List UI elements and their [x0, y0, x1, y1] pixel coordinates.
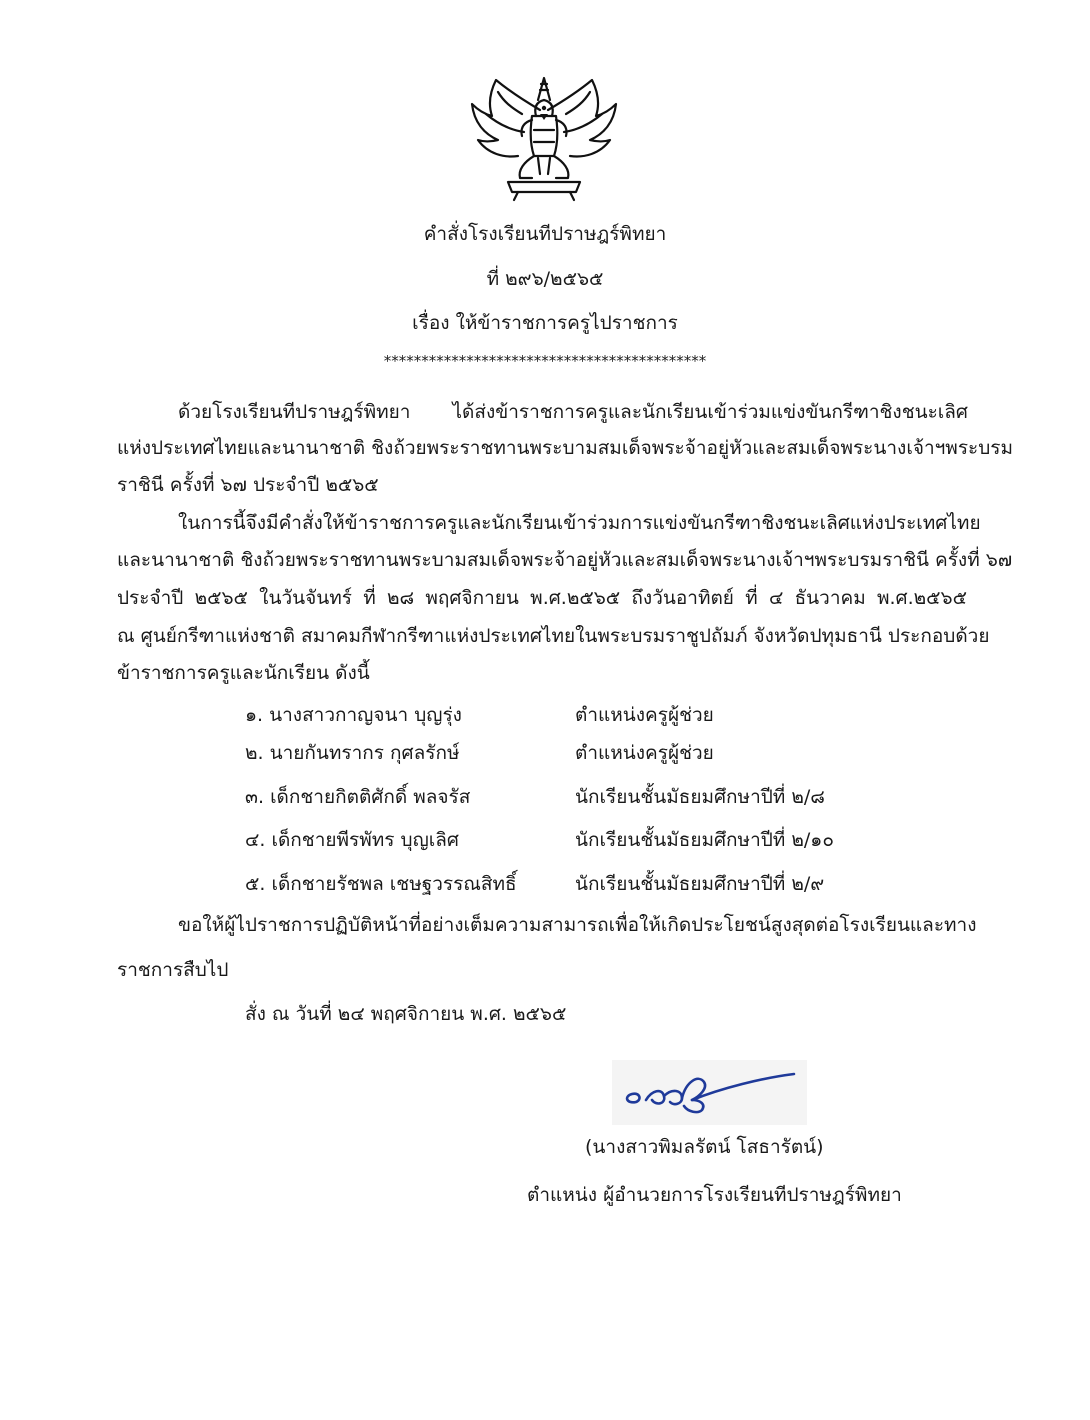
signature-image: [612, 1060, 807, 1125]
order-title: คำสั่งโรงเรียนทีปราษฎร์พิทยา: [423, 223, 667, 245]
member-name: ๓. เด็กชายกิตติศักดิ์ พลจรัส: [245, 786, 471, 808]
list-item: [245, 700, 865, 730]
paragraph-2-line-2: และนานาชาติ ชิงถ้วยพระราชทานพระบามสมเด็จพระจ้าอยู่หัวและสมเด็จพระนางเจ้าฯพระบรมราชินี ครั้งที่ ๖๗: [117, 549, 1013, 571]
order-subject: เรื่อง ให้ข้าราชการครูไปราชการ: [412, 312, 678, 334]
member-name: ๕. เด็กชายรัชพล เชษฐวรรณสิทธิ์: [245, 873, 517, 895]
member-name: ๑. นางสาวกาญจนา บุญรุ่ง: [245, 704, 462, 726]
member-role: นักเรียนชั้นมัธยมศึกษาปีที่ ๒/๘: [575, 786, 825, 808]
member-role: ตำแหน่งครูผู้ช่วย: [575, 742, 714, 764]
paragraph-3-line-2: ราชการสืบไป: [117, 959, 229, 981]
paragraph-2-line-3: ประจำปี ๒๕๖๕ ในวันจันทร์ ที่ ๒๘ พฤศจิกายน พ.ศ.๒๕๖๕ ถึงวันอาทิตย์ ที่ ๔ ธันวาคม พ.ศ.๒๕๖๕: [117, 587, 967, 609]
order-date: สั่ง ณ วันที่ ๒๔ พฤศจิกายน พ.ศ. ๒๕๖๕: [245, 1003, 567, 1025]
paragraph-2-line-1: ในการนี้จึงมีคำสั่งให้ข้าราชการครูและนักเรียนเข้าร่วมการแข่งขันกรีฑาชิงชนะเลิศแห่งประเทศไทย: [178, 512, 981, 534]
member-name: ๒. นายกันทรากร กุศลรักษ์: [245, 742, 460, 764]
paragraph-2-line-4: ณ ศูนย์กรีฑาแห่งชาติ สมาคมกีฬากรีฑาแห่งประเทศไทยในพระบรมราชูปถัมภ์ จังหวัดปทุมธานี ประกอบด้วย: [117, 625, 990, 647]
list-item: [245, 782, 865, 812]
paragraph-1-line-2: แห่งประเทศไทยและนานาชาติ ชิงถ้วยพระราชทานพระบามสมเด็จพระจ้าอยู่หัวและสมเด็จพระนางเจ้าฯพระบรม: [117, 437, 1014, 459]
paragraph-3-line-1: ขอให้ผู้ไปราชการปฏิบัติหน้าที่อย่างเต็มความสามารถเพื่อให้เกิดประโยชน์สูงสุดต่อโรงเรียนและทาง: [178, 914, 977, 936]
paragraph-1-line-3: ราชินี ครั้งที่ ๖๗ ประจำปี ๒๕๖๕: [117, 474, 379, 496]
list-item: [245, 738, 865, 768]
order-number: ที่ ๒๙๖/๒๕๖๕: [486, 268, 604, 290]
list-item: [245, 825, 865, 855]
signer-title: ตำแหน่ง ผู้อำนวยการโรงเรียนทีปราษฎร์พิทยา: [527, 1184, 902, 1206]
signer-name: (นางสาวพิมลรัตน์ โสธารัตน์): [585, 1136, 824, 1158]
member-name: ๔. เด็กชายพีรพัทร บุญเลิศ: [245, 829, 459, 851]
paragraph-1-line-1: ด้วยโรงเรียนทีปราษฎร์พิทยา ได้ส่งข้าราชการครูและนักเรียนเข้าร่วมแข่งขันกรีฑาชิงชนะเลิศ: [178, 401, 968, 423]
member-role: ตำแหน่งครูผู้ช่วย: [575, 704, 714, 726]
member-role: นักเรียนชั้นมัธยมศึกษาปีที่ ๒/๑๐: [575, 829, 834, 851]
separator-line: *******************************************: [383, 352, 707, 370]
member-role: นักเรียนชั้นมัธยมศึกษาปีที่ ๒/๙: [575, 873, 825, 895]
list-item: [245, 869, 865, 899]
paragraph-2-line-5: ข้าราชการครูและนักเรียน ดังนี้: [117, 662, 370, 684]
garuda-emblem-icon: [468, 70, 620, 202]
